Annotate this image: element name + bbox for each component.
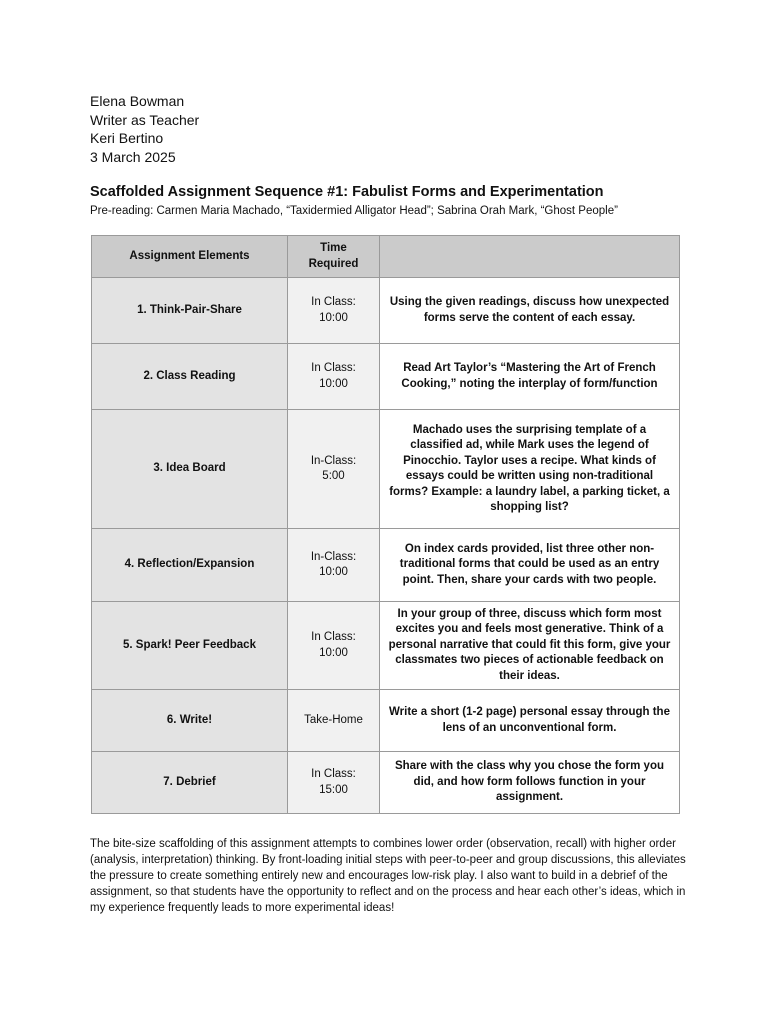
time-label: In Class: — [311, 768, 356, 780]
table-row — [92, 602, 680, 690]
time-value: 10:00 — [319, 377, 348, 390]
title-block — [90, 183, 690, 219]
assignment-element-cell: 5. Spark! Peer Feedback — [92, 602, 288, 690]
time-cell — [288, 410, 380, 529]
assignment-element-cell: 3. Idea Board — [92, 410, 288, 529]
assignment-element-cell: 2. Class Reading — [92, 344, 288, 410]
time-label: In Class: — [311, 631, 356, 643]
time-cell — [288, 602, 380, 690]
description-cell: Read Art Taylor’s “Mastering the Art of French Cooking,” noting the interplay of form/function — [380, 344, 680, 410]
time-label: In Class: — [311, 296, 356, 308]
assignment-element-cell: 6. Write! — [92, 690, 288, 752]
prereading-line: Pre-reading: Carmen Maria Machado, “Taxidermied Alligator Head”; Sabrina Orah Mark, “Ghost People” — [90, 205, 618, 217]
table-row — [92, 690, 680, 752]
instructor-name: Keri Bertino — [90, 130, 164, 146]
time-value: 10:00 — [319, 646, 348, 659]
table-header-row — [92, 236, 680, 278]
time-cell — [288, 344, 380, 410]
table-row — [92, 752, 680, 814]
description-cell: Machado uses the surprising template of a classified ad, while Mark uses the legend of Pinocchio. Taylor uses a recipe. What kinds of essays could be written using non-traditional forms? Example: a laundry label, a parking ticket, a shopping list? — [380, 410, 680, 529]
time-value: 10:00 — [319, 311, 348, 324]
header-assignment-elements: Assignment Elements — [92, 236, 288, 278]
course-name: Writer as Teacher — [90, 111, 200, 128]
table-row — [92, 278, 680, 344]
time-cell — [288, 752, 380, 814]
document-header — [90, 92, 199, 166]
table-row — [92, 344, 680, 410]
table-row — [92, 529, 680, 602]
document-title: Scaffolded Assignment Sequence #1: Fabulist Forms and Experimentation — [90, 184, 604, 200]
assignment-element-cell: 7. Debrief — [92, 752, 288, 814]
description-cell: On index cards provided, list three other non-traditional forms that could be used as an entry point. Then, share your cards with two people. — [380, 529, 680, 602]
time-label: In-Class: — [310, 454, 357, 467]
time-cell — [288, 529, 380, 602]
assignment-element-cell: 1. Think-Pair-Share — [92, 278, 288, 344]
time-cell — [288, 690, 380, 752]
header-time-required: Time Required — [288, 236, 380, 278]
header-description — [380, 236, 680, 278]
document-date: 3 March 2025 — [90, 148, 176, 165]
time-cell — [288, 278, 380, 344]
time-value: 10:00 — [319, 566, 348, 578]
table-row — [92, 410, 680, 529]
assignment-element-cell: 4. Reflection/Expansion — [92, 529, 288, 602]
time-label: Take-Home — [304, 713, 363, 726]
description-cell: Share with the class why you chose the form you did, and how form follows function in your assignment. — [380, 752, 680, 814]
description-cell: Write a short (1-2 page) personal essay through the lens of an unconventional form. — [380, 690, 680, 752]
time-value: 5:00 — [322, 470, 345, 482]
author-name: Elena Bowman — [90, 93, 185, 109]
assignment-table — [91, 235, 680, 814]
time-value: 15:00 — [319, 783, 348, 796]
closing-paragraph: The bite-size scaffolding of this assignment attempts to combines lower order (observation, recall) with higher order (analysis, interpretation) thinking. By front-loading initial steps with peer-to-peer and group discussions, this alleviates the pressure to create something entirely new and encourages low-risk play. I also want to build in a debrief of the assignment, so that students have the opportunity to reflect and on the process and hear each other’s ideas, which in my experience frequently leads to more experimental ideas! — [90, 838, 686, 914]
time-label: In Class: — [311, 362, 356, 374]
description-cell: Using the given readings, discuss how unexpected forms serve the content of each essay. — [380, 278, 680, 344]
time-label: In-Class: — [310, 550, 357, 563]
description-cell: In your group of three, discuss which form most excites you and feels most generative. Think of a personal narrative that could fit this form, give your classmates two pieces of actionable feedback on their ideas. — [380, 602, 680, 690]
